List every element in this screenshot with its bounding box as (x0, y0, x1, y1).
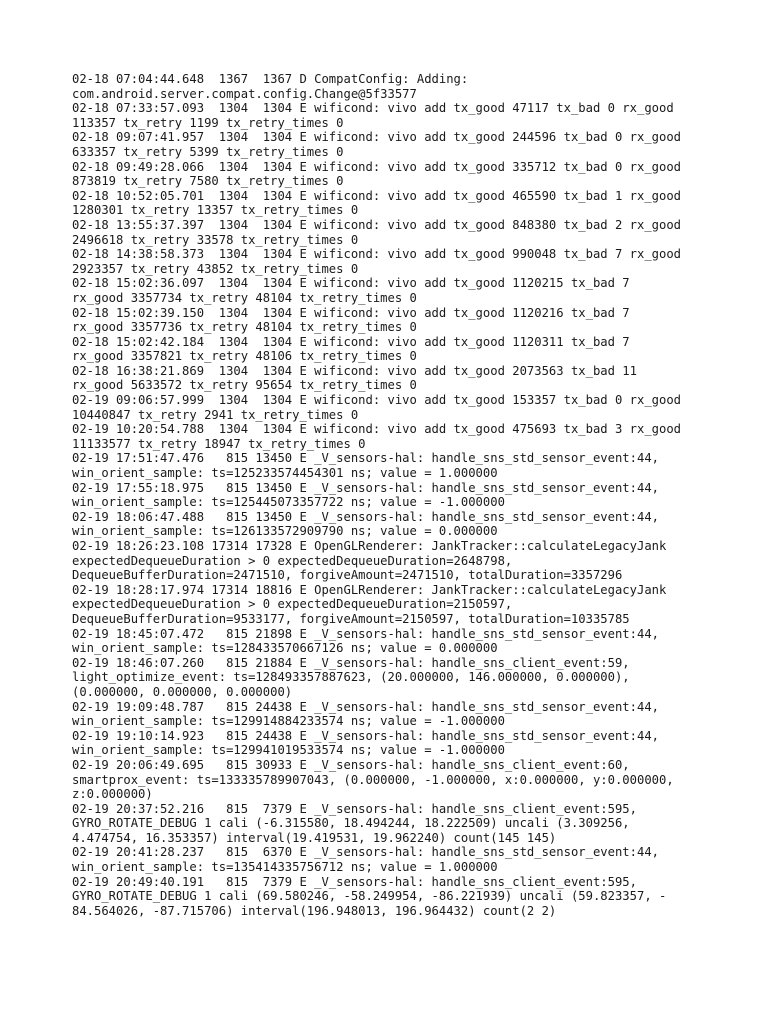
log-line: 11133577 tx_retry 18947 tx_retry_times 0 (72, 436, 366, 451)
log-line: 10440847 tx_retry 2941 tx_retry_times 0 (72, 407, 359, 422)
log-line: win_orient_sample: ts=135414335756712 ns; value = 1.000000 (72, 860, 498, 875)
log-line: 2923357 tx_retry 43852 tx_retry_times 0 (72, 261, 359, 276)
log-line: 02-19 17:51:47.476 815 13450 E _V_sensors-hal: handle_sns_std_sensor_event:44, (72, 451, 659, 466)
log-line: 02-18 13:55:37.397 1304 1304 E wificond: vivo add tx_good 848380 tx_bad 2 rx_good (72, 217, 682, 232)
log-line: rx_good 3357821 tx_retry 48106 tx_retry_times 0 (72, 349, 417, 364)
log-line: smartprox_event: ts=133335789907043, (0.000000, -1.000000, x:0.000000, y:0.000000, (72, 772, 674, 787)
log-line: 02-19 19:10:14.923 815 24438 E _V_sensors-hal: handle_sns_std_sensor_event:44, (72, 728, 659, 743)
log-line: win_orient_sample: ts=128433570667126 ns; value = 0.000000 (72, 641, 498, 656)
log-line: 02-18 09:49:28.066 1304 1304 E wificond: vivo add tx_good 335712 tx_bad 0 rx_good (72, 159, 682, 174)
log-line: z:0.000000) (72, 787, 153, 802)
log-line: 02-19 19:09:48.787 815 24438 E _V_sensors-hal: handle_sns_std_sensor_event:44, (72, 699, 659, 714)
log-line: win_orient_sample: ts=126133572909790 ns; value = 0.000000 (72, 524, 498, 539)
log-line: 02-18 15:02:42.184 1304 1304 E wificond: vivo add tx_good 1120311 tx_bad 7 (72, 334, 630, 349)
log-line: 02-19 18:28:17.974 17314 18816 E OpenGLRenderer: JankTracker::calculateLegacyJank (72, 582, 667, 597)
log-line: 02-19 20:37:52.216 815 7379 E _V_sensors-hal: handle_sns_client_event:595, (72, 801, 637, 816)
log-line: 02-18 10:52:05.701 1304 1304 E wificond: vivo add tx_good 465590 tx_bad 1 rx_good (72, 188, 682, 203)
log-line: 1280301 tx_retry 13357 tx_retry_times 0 (72, 203, 359, 218)
log-line: 02-19 18:26:23.108 17314 17328 E OpenGLRenderer: JankTracker::calculateLegacyJank (72, 539, 667, 553)
log-line: com.android.server.compat.config.Change@5f33577 (72, 86, 417, 101)
log-line: GYRO_ROTATE_DEBUG 1 cali (-6.315580, 18.494244, 18.222509) uncali (3.309256, (72, 816, 630, 831)
log-line: 02-18 16:38:21.869 1304 1304 E wificond: vivo add tx_good 2073563 tx_bad 11 (72, 363, 637, 378)
log-line: 113357 tx_retry 1199 tx_retry_times 0 (72, 115, 344, 130)
log-line: 02-19 18:06:47.488 815 13450 E _V_sensors-hal: handle_sns_std_sensor_event:44, (72, 509, 659, 524)
log-line: (0.000000, 0.000000, 0.000000) (72, 684, 293, 699)
log-line: 2496618 tx_retry 33578 tx_retry_times 0 (72, 232, 359, 247)
log-line: 02-18 15:02:39.150 1304 1304 E wificond: vivo add tx_good 1120216 tx_bad 7 (72, 305, 630, 320)
log-line: 02-19 20:06:49.695 815 30933 E _V_sensors-hal: handle_sns_client_event:60, (72, 757, 630, 772)
log-line: rx_good 3357734 tx_retry 48104 tx_retry_times 0 (72, 290, 417, 305)
log-line: 02-19 17:55:18.975 815 13450 E _V_sensors-hal: handle_sns_std_sensor_event:44, (72, 480, 659, 495)
log-line: 02-19 10:20:54.788 1304 1304 E wificond: vivo add tx_good 475693 tx_bad 3 rx_good (72, 422, 682, 437)
log-line: rx_good 5633572 tx_retry 95654 tx_retry_times 0 (72, 378, 417, 393)
log-line: 02-19 18:45:07.472 815 21898 E _V_sensors-hal: handle_sns_std_sensor_event:44, (72, 626, 659, 641)
log-line: GYRO_ROTATE_DEBUG 1 cali (69.580246, -58.249954, -86.221939) uncali (59.823357, - (72, 889, 667, 904)
log-line: win_orient_sample: ts=125445073357722 ns; value = -1.000000 (72, 495, 505, 510)
log-line: DequeueBufferDuration=2471510, forgiveAmount=2471510, totalDuration=3357296 (72, 568, 623, 583)
log-line: win_orient_sample: ts=129914884233574 ns; value = -1.000000 (72, 714, 505, 729)
log-line: 02-18 09:07:41.957 1304 1304 E wificond: vivo add tx_good 244596 tx_bad 0 rx_good (72, 130, 682, 145)
log-line: win_orient_sample: ts=125233574454301 ns; value = 1.000000 (72, 466, 498, 481)
log-line: 02-18 14:38:58.373 1304 1304 E wificond: vivo add tx_good 990048 tx_bad 7 rx_good (72, 247, 682, 262)
log-line: light_optimize_event: ts=128493357887623, (20.000000, 146.000000, 0.000000), (72, 670, 630, 685)
log-line: rx_good 3357736 tx_retry 48104 tx_retry_times 0 (72, 320, 417, 335)
log-line: 02-19 20:41:28.237 815 6370 E _V_sensors-hal: handle_sns_std_sensor_event:44, (72, 845, 659, 860)
log-line: 02-19 09:06:57.999 1304 1304 E wificond: vivo add tx_good 153357 tx_bad 0 rx_good (72, 393, 682, 408)
log-line: 02-18 07:33:57.093 1304 1304 E wificond: vivo add tx_good 47117 tx_bad 0 rx_good (72, 101, 674, 116)
log-line: 633357 tx_retry 5399 tx_retry_times 0 (72, 144, 344, 159)
log-line: win_orient_sample: ts=129941019533574 ns; value = -1.000000 (72, 743, 505, 758)
log-line: 4.474754, 16.353357) interval(19.419531, 19.962240) count(145 145) (72, 830, 557, 845)
log-line: 02-18 15:02:36.097 1304 1304 E wificond: vivo add tx_good 1120215 tx_bad 7 (72, 276, 630, 291)
log-line: 02-19 18:46:07.260 815 21884 E _V_sensors-hal: handle_sns_client_event:59, (72, 655, 630, 670)
log-line: 873819 tx_retry 7580 tx_retry_times 0 (72, 174, 344, 189)
log-document (72, 72, 712, 918)
log-line: expectedDequeueDuration > 0 expectedDequeueDuration=2150597, (72, 597, 513, 612)
log-line: 02-19 20:49:40.191 815 7379 E _V_sensors-hal: handle_sns_client_event:595, (72, 874, 637, 889)
log-line: 84.564026, -87.715706) interval(196.948013, 196.964432) count(2 2) (72, 903, 557, 918)
log-line: 02-18 07:04:44.648 1367 1367 D CompatConfig: Adding: (72, 72, 469, 86)
log-line: expectedDequeueDuration > 0 expectedDequeueDuration=2648798, (72, 553, 513, 568)
log-line: DequeueBufferDuration=9533177, forgiveAmount=2150597, totalDuration=10335785 (72, 611, 630, 626)
